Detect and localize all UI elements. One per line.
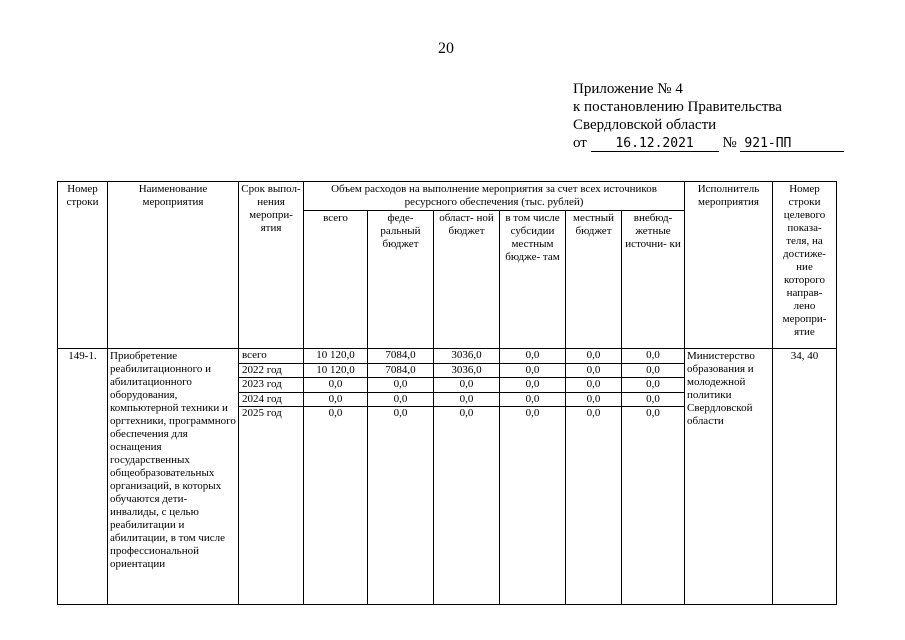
header-term: Срок выпол- нения меропри- ятия bbox=[239, 182, 304, 349]
period-2022: 2022 год bbox=[239, 364, 303, 379]
local-value: 0,0 bbox=[566, 378, 621, 393]
row-executor: Министерство образования и молодежной политики Свердловской области bbox=[685, 349, 773, 605]
total-value: 0,0 bbox=[328, 407, 343, 419]
header-regional: област- ной бюджет bbox=[434, 211, 500, 349]
federal-value: 7084,0 bbox=[368, 364, 433, 379]
header-target: Номер строки целевого показа- теля, на достиже- ние которого направ- лено меропри- ятие bbox=[773, 182, 837, 349]
including-value: 0,0 bbox=[500, 393, 565, 408]
header-total: всего bbox=[304, 211, 368, 349]
regional-value: 0,0 bbox=[434, 378, 499, 393]
federal-value: 0,0 bbox=[368, 393, 433, 408]
col-regional bbox=[434, 349, 500, 605]
period-2025: 2025 год bbox=[242, 407, 282, 419]
extra-value: 0,0 bbox=[622, 364, 684, 379]
header-local: местный бюджет bbox=[566, 211, 622, 349]
header-including: в том числе субсидии местным бюдже- там bbox=[500, 211, 566, 349]
local-value: 0,0 bbox=[566, 349, 621, 364]
measures-table bbox=[57, 181, 837, 605]
page-number: 20 bbox=[438, 40, 454, 57]
including-value: 0,0 bbox=[500, 378, 565, 393]
col-extra bbox=[622, 349, 685, 605]
header-volume: Объем расходов на выполнение мероприятия за счет всех источников ресурсного обеспечения (тыс. рублей) bbox=[304, 182, 685, 211]
local-value: 0,0 bbox=[586, 407, 601, 419]
header-name: Наименование мероприятия bbox=[108, 182, 239, 349]
row-name: Приобретение реабилитационного и абилитационного оборудования, компьютерной техники и оргтехники, программного обеспечения для оснащения государственных общеобразовательных организаций, в которых обучаются дети-инвалиды, с целью реабилитации и абилитации, в том числе профессиональной ориентации bbox=[108, 349, 239, 605]
header-executor: Исполнитель мероприятия bbox=[685, 182, 773, 349]
local-value: 0,0 bbox=[566, 364, 621, 379]
row-target: 34, 40 bbox=[773, 349, 837, 605]
appendix-title: Приложение № 4 bbox=[573, 81, 683, 97]
appendix-header bbox=[573, 80, 844, 152]
total-value: 10 120,0 bbox=[304, 349, 367, 364]
regional-value: 0,0 bbox=[459, 407, 474, 419]
col-local bbox=[566, 349, 622, 605]
header-federal: феде- ральный бюджет bbox=[368, 211, 434, 349]
local-value: 0,0 bbox=[566, 393, 621, 408]
row-periods bbox=[239, 349, 304, 605]
federal-value: 7084,0 bbox=[368, 349, 433, 364]
regional-value: 0,0 bbox=[434, 393, 499, 408]
period-2023: 2023 год bbox=[239, 378, 303, 393]
number-label: № bbox=[722, 135, 737, 151]
extra-value: 0,0 bbox=[622, 378, 684, 393]
extra-value: 0,0 bbox=[622, 393, 684, 408]
regional-value: 3036,0 bbox=[434, 364, 499, 379]
federal-value: 0,0 bbox=[368, 378, 433, 393]
appendix-line-3: Свердловской области bbox=[573, 117, 717, 133]
appendix-date-line bbox=[573, 134, 844, 152]
including-value: 0,0 bbox=[500, 349, 565, 364]
table-row bbox=[58, 349, 837, 605]
header-extra: внебюд- жетные источни- ки bbox=[622, 211, 685, 349]
extra-value: 0,0 bbox=[646, 407, 660, 419]
from-label: от bbox=[573, 135, 587, 151]
total-value: 0,0 bbox=[304, 393, 367, 408]
appendix-line-2: к постановлению Правительства bbox=[573, 99, 782, 115]
resolution-number: 921-ПП bbox=[740, 137, 844, 152]
header-row-number: Номер строки bbox=[58, 182, 108, 349]
total-value: 0,0 bbox=[304, 378, 367, 393]
col-federal bbox=[368, 349, 434, 605]
regional-value: 3036,0 bbox=[434, 349, 499, 364]
total-value: 10 120,0 bbox=[304, 364, 367, 379]
col-total bbox=[304, 349, 368, 605]
including-value: 0,0 bbox=[525, 407, 540, 419]
period-all: всего bbox=[239, 349, 303, 364]
row-number: 149-1. bbox=[58, 349, 108, 605]
extra-value: 0,0 bbox=[622, 349, 684, 364]
col-including bbox=[500, 349, 566, 605]
resolution-date: 16.12.2021 bbox=[591, 137, 719, 152]
including-value: 0,0 bbox=[500, 364, 565, 379]
federal-value: 0,0 bbox=[393, 407, 408, 419]
period-2024: 2024 год bbox=[239, 393, 303, 408]
